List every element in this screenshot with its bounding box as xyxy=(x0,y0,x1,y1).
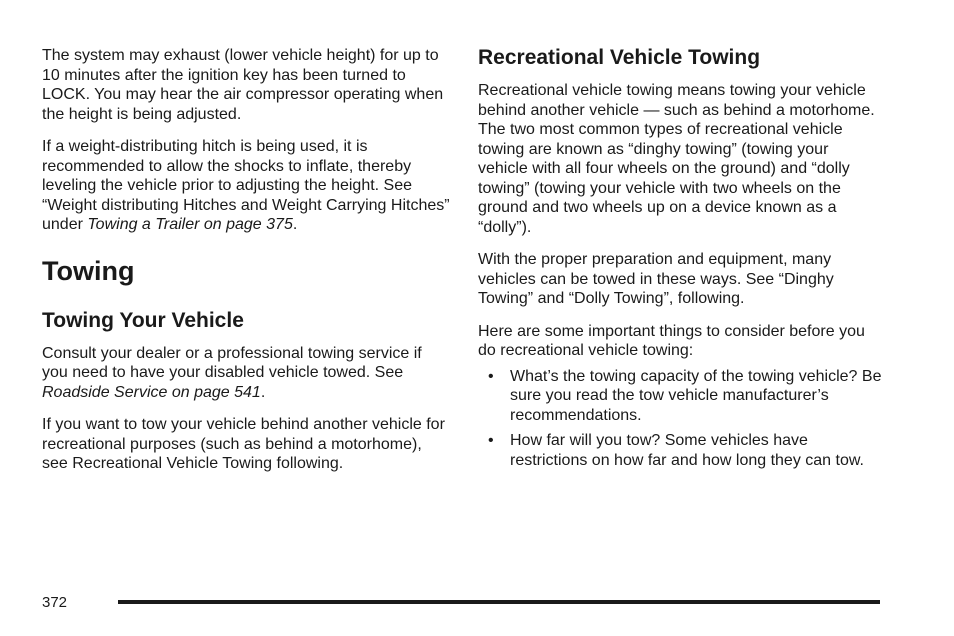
paragraph-consult-text: Consult your dealer or a professional towing service if you need to have your disabled vehicle towed. See xyxy=(42,344,422,381)
list-item xyxy=(478,367,882,426)
left-column xyxy=(42,0,450,474)
paragraph-hitch xyxy=(42,137,450,235)
considerations-list xyxy=(478,367,882,471)
list-item xyxy=(478,431,882,470)
paragraph-exhaust: The system may exhaust (lower vehicle height) for up to 10 minutes after the ignition key has been turned to LOCK. You may hear the air compressor operating when the height is being adjusted. xyxy=(42,47,444,123)
subsection-title: Towing Your Vehicle xyxy=(42,308,244,332)
section-title: Towing xyxy=(42,255,135,286)
bullet-icon: • xyxy=(488,367,494,385)
paragraph-hitch-end: . xyxy=(292,216,298,233)
paragraph-consult-end: . xyxy=(260,383,266,401)
paragraph-preparation: With the proper preparation and equipment, many vehicles can be towed in these ways. See “Dinghy Towing” and “Dolly Towing”, following. xyxy=(478,251,834,307)
paragraph-recreational-purposes: If you want to tow your vehicle behind another vehicle for recreational purposes (such as behind a motorhome), see Recreational Vehicle Towing following. xyxy=(42,416,445,472)
right-column xyxy=(478,0,882,470)
paragraph-hitch-text: If a weight-distributing hitch is being used, it is recommended to allow the shocks to inflate, thereby leveling the vehicle prior to adjusting the height. See “Weight distributing Hitches and Weight Carrying Hitches” under xyxy=(42,138,450,233)
bullet-icon: • xyxy=(488,432,494,449)
section-heading-rv-towing: Recreational Vehicle Towing xyxy=(478,46,761,69)
list-item-text: What’s the towing capacity of the towing vehicle? Be sure you read the tow vehicle manufacturer’s recommendations. xyxy=(510,367,882,424)
reference-towing-trailer: Towing a Trailer on page 375 xyxy=(87,216,293,233)
paragraph-consult-dealer xyxy=(42,344,450,403)
page-number: 372 xyxy=(42,594,68,611)
reference-roadside-service: Roadside Service on page 541 xyxy=(42,383,261,401)
list-item-text: How far will you tow? Some vehicles have restrictions on how far and how long they can tow. xyxy=(510,432,864,469)
footer-divider xyxy=(118,600,880,604)
paragraph-rv-definition: Recreational vehicle towing means towing your vehicle behind another vehicle — such as behind a motorhome. The two most common types of recreational vehicle towing are known as “dinghy towing” (towing your vehicle with all four wheels on the ground) and “dolly towing” (towing your vehicle with two wheels on the ground and two wheels up on a device known as a “dolly”). xyxy=(478,82,875,236)
paragraph-considerations: Here are some important things to consider before you do recreational vehicle towing: xyxy=(478,322,865,359)
